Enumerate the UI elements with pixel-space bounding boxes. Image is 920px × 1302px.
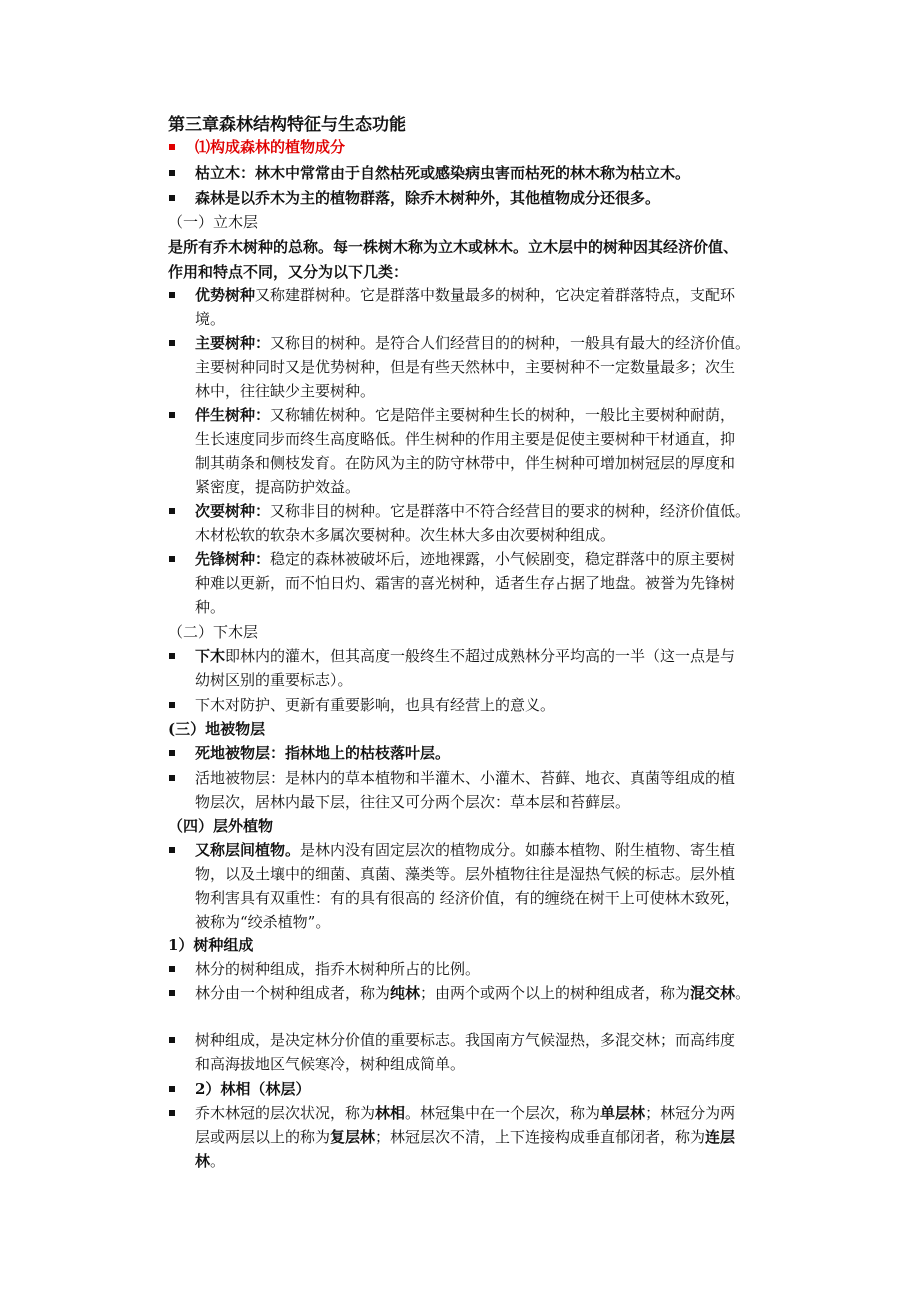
pioneer-species-text: 稳定的森林被破坏后，迹地裸露，小气候剧变，稳定群落中的原主要树 [270,550,736,568]
section-heading-shrub-layer: （二）下木层 [168,623,259,641]
section-heading-ground-layer: (三）地被物层 [168,720,266,738]
secondary-species-line1 [195,499,750,523]
main-species-text: 又称目的树种。是符合人们经营目的的树种，一般具有最大的经济价值。 [270,334,751,352]
bullet-icon [169,653,175,659]
bullet-icon [169,292,175,298]
shrub-text: 即林内的灌木，但其高度一般终生不超过成熟林分平均高的一半（这一点是与 [225,647,736,665]
live-ground-cover-line1: 活地被物层：是林内的草本植物和半灌木、小灌木、苔藓、地衣、真菌等组成的植 [195,769,736,787]
main-species-line1 [195,331,750,355]
composition-item-2-end: 。 [735,984,751,1002]
main-species-term: 主要树种： [195,334,271,352]
continuous-layer-term: 连层 [705,1128,736,1146]
bullet-icon [169,847,175,853]
shrub-item-2: 下木对防护、更新有重要影响，也具有经营上的意义。 [195,696,556,714]
mixed-forest-term: 混交林 [690,984,736,1002]
composition-item-2-text-a: 林分由一个树种组成者，称为 [195,984,391,1002]
forest-layer-end: 。 [210,1152,226,1170]
heading-species-composition: 1）树种组成 [168,936,254,954]
pioneer-species-line2: 种难以更新，而不怕日灼、霜害的喜光树种，适者生存占据了地盘。被誉为先锋树 [195,574,736,592]
bullet-icon [169,1086,175,1092]
single-layer-term: 单层林 [600,1104,646,1122]
pioneer-species-line1 [195,547,735,571]
bullet-icon [169,1110,175,1116]
forest-layer-line2 [195,1125,735,1149]
bullet-icon [169,340,175,346]
intro-item-standing-dead: 枯立木：林木中常常由于自然枯死或感染病虫害而枯死的林木称为枯立木。 [195,164,691,182]
pure-forest-term: 纯林 [390,984,421,1002]
bullet-icon [169,508,175,514]
bullet-icon [169,750,175,756]
forest-layer-text-c: ；林冠分为两 [645,1104,736,1122]
forest-layer-text-e: ；林冠层次不清，上下连接构成垂直郁闭者，称为 [375,1128,706,1146]
secondary-species-line2: 木材松软的软杂木多属次要树种。次生林大多由次要树种组成。 [195,526,616,544]
secondary-species-term: 次要树种： [195,502,271,520]
bullet-icon [169,966,175,972]
chapter-title: 第三章森林结构特征与生态功能 [168,115,406,135]
extra-layer-line2: 物，以及土壤中的细菌、真菌、藻类等。层外植物往往是湿热气候的标志。层外植 [195,865,736,883]
composition-item-3-line1: 树种组成，是决定林分价值的重要标志。我国南方气候湿热，多混交林；而高纬度 [195,1031,736,1049]
extra-layer-term: 又称层间植物。 [195,841,301,859]
extra-layer-text: 是林内没有固定层次的植物成分。如藤本植物、附生植物、寄生植 [300,841,736,859]
companion-species-line1 [195,403,735,427]
bullet-icon [169,195,175,201]
composition-item-2 [195,981,750,1005]
intro-item-forest: 森林是以乔木为主的植物群落，除乔木树种外，其他植物成分还很多。 [195,189,661,207]
forest-layer-line3 [195,1149,225,1173]
dominant-species-term: 优势树种 [195,286,256,304]
tree-layer-definition-line1: 是所有乔木树种的总称。每一株树木称为立木或林木。立木层中的树种因其经济价值、 [168,238,739,256]
dead-ground-cover: 死地被物层：指林地上的枯枝落叶层。 [195,744,451,762]
live-ground-cover-line2: 物层次，居林内最下层，往往又可分两个层次：草本层和苔藓层。 [195,793,631,811]
tree-layer-definition-line2: 作用和特点不同，又分为以下几类： [168,263,409,281]
shrub-term: 下木 [195,647,226,665]
composition-item-2-text-b: ；由两个或两个以上的树种组成者，称为 [420,984,691,1002]
section-heading-tree-layer: （一）立木层 [168,213,259,231]
main-species-line2: 主要树种同时又是优势树种，但是有些天然林中，主要树种不一定数量最多；次生 [195,358,736,376]
forest-layer-text-d: 层或两层以上的称为 [195,1128,331,1146]
forest-form-term: 林相 [375,1104,406,1122]
bullet-icon [169,144,175,150]
forest-layer-text-a: 乔木林冠的层次状况，称为 [195,1104,376,1122]
companion-species-term: 伴生树种： [195,406,271,424]
secondary-species-text: 又称非目的树种。它是群落中不符合经营目的要求的树种，经济价值低。 [270,502,751,520]
bullet-icon [169,990,175,996]
extra-layer-line3: 物利害具有双重性：有的具有很高的 经济价值，有的缠绕在树干上可使林木致死， [195,889,740,907]
pioneer-species-line3: 种。 [195,598,226,616]
shrub-item-line2: 幼树区别的重要标志）。 [195,671,353,689]
bullet-icon [169,412,175,418]
bullet-icon [169,170,175,176]
composition-item-1: 林分的树种组成，指乔木树种所占的比例。 [195,960,481,978]
multi-layer-term: 复层林 [330,1128,376,1146]
extra-layer-line1 [195,838,735,862]
section-heading-extra-layer: （四）层外植物 [168,817,274,835]
pioneer-species-term: 先锋树种： [195,550,271,568]
forest-layer-text-b: 。林冠集中在一个层次，称为 [405,1104,601,1122]
shrub-item-line1 [195,644,735,668]
companion-species-text: 又称辅佐树种。它是陪伴主要树种生长的树种，一般比主要树种耐荫， [270,406,736,424]
dominant-species-line2: 境。 [195,310,226,328]
dominant-species-line1 [195,283,735,307]
dominant-species-text: 又称建群树种。它是群落中数量最多的树种，它决定着群落特点，支配环 [255,286,736,304]
continuous-layer-term-end: 林 [195,1152,211,1170]
extra-layer-line4: 被称为“绞杀植物”。 [195,913,331,931]
intro-red-item: ⑴构成森林的植物成分 [195,138,346,156]
bullet-icon [169,702,175,708]
heading-forest-layer: 2）林相（林层） [195,1080,311,1098]
companion-species-line2: 生长速度同步而终生高度略低。伴生树种的作用主要是促使主要树种干材通直，抑 [195,430,736,448]
bullet-icon [169,556,175,562]
composition-item-3-line2: 和高海拔地区气候寒冷，树种组成简单。 [195,1055,466,1073]
forest-layer-line1 [195,1101,735,1125]
bullet-icon [169,1037,175,1043]
companion-species-line4: 紧密度，提高防护效益。 [195,478,361,496]
bullet-icon [169,775,175,781]
companion-species-line3: 制其萌条和侧枝发育。在防风为主的防守林带中，伴生树种可增加树冠层的厚度和 [195,454,736,472]
main-species-line3: 林中，往往缺少主要树种。 [195,382,376,400]
